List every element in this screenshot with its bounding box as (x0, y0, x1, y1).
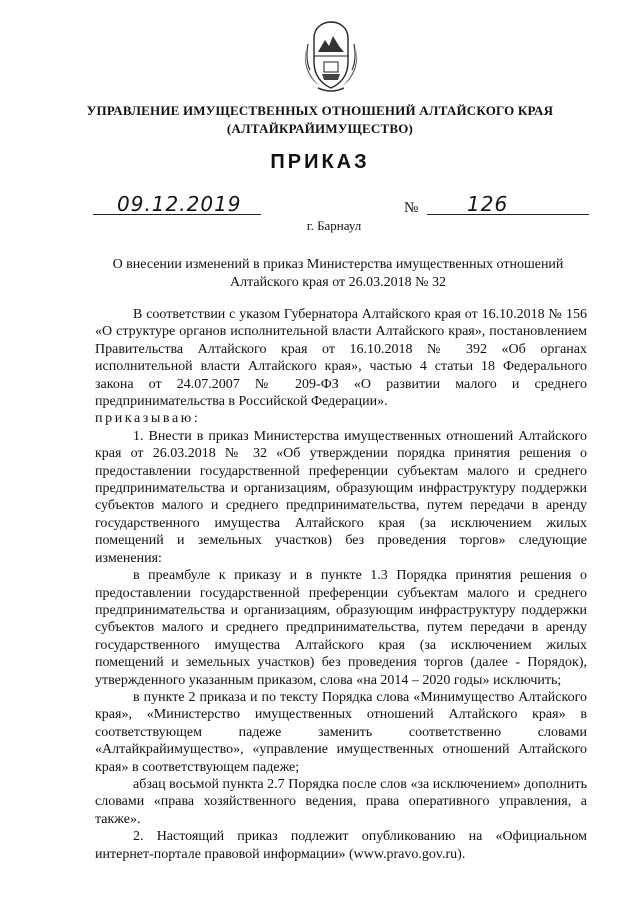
paragraph-5: 2. Настоящий приказ подлежит опубликованию на «Официальном интернет-портале правовой информации» (www.pravo.gov.ru). (95, 829, 587, 862)
coat-of-arms-icon (300, 18, 362, 96)
org-name: УПРАВЛЕНИЕ ИМУЩЕСТВЕННЫХ ОТНОШЕНИЙ АЛТАЙСКОГО КРАЯ (86, 103, 554, 118)
paragraph-2: в преамбуле к приказу и в пункте 1.3 Порядка принятия решения о предоставлении государственной преференции субъектам малого и среднего предпринимательства и организациям, образующим инфраструктуру поддержки субъектов малого и среднего предпринимательства, путем передачи в аренду государственного имущества Алтайского края (за исключением жилых помещений и земельных участков) без проведения торгов (далее - Порядок), утвержденного указанным приказом, слова «на 2014 – 2020 годы» исключить; (95, 568, 587, 688)
document-title: ПРИКАЗ (270, 151, 370, 173)
order-subject (88, 256, 588, 292)
subject-line-1: О внесении изменений в приказ Министерства имущественных отношений (112, 257, 564, 272)
paragraph-1: 1. Внести в приказ Министерства имущественных отношений Алтайского края от 26.03.2018 № 32 «Об утверждении порядка принятия решения о предоставлении государственной преференции субъектам малого и среднего предпринимательства и организациям, образующим инфраструктуру поддержки субъектов малого и среднего предпринимательства, путем передачи в аренду государственного имущества Алтайского края (за исключением жилых помещений и земельных участков) без проведения торгов» следующие изменения: (95, 428, 587, 566)
order-body (95, 306, 587, 863)
decree-line (95, 410, 587, 427)
intro-text: В соответствии с указом Губернатора Алтайского края от 16.10.2018 № 156 «О структуре органов исполнительной власти Алтайского края», постановлением Правительства Алтайского края от 16.10.2018 № 392 «Об органах исполнительной власти Алтайского края», частью 4 статьи 18 Федерального закона от 24.07.2007 № 209-ФЗ «О развитии малого и среднего предпринимательства в Российской Федерации» (95, 307, 587, 410)
intro-paragraph (95, 306, 587, 410)
number-label: № (404, 200, 419, 216)
decree-colon: : (193, 411, 198, 427)
paragraph-4: абзац восьмой пункта 2.7 Порядка после слов «за исключением» дополнить словами «права хозяйственного ведения, права оперативного управления, а также». (95, 776, 587, 827)
paragraph-3: в пункте 2 приказа и по тексту Порядка слова «Минимущество Алтайского края», «Министерство имущественных отношений Алтайского края» в соответствующем падеже заменить соответственно словами «Алтайкрайимущество», «управление имущественных отношений Алтайского края» в соответствующем падеже; (95, 689, 587, 775)
order-number-field (427, 192, 589, 215)
city: г. Барнаул (306, 218, 362, 233)
order-date: 09.12.2019 (117, 192, 242, 216)
org-short-name: (АЛТАЙКРАЙИМУЩЕСТВО) (226, 121, 414, 136)
subject-line-2: Алтайского края от 26.03.2018 № 32 (229, 275, 447, 290)
order-date-field (93, 192, 261, 215)
order-number: 126 (467, 192, 509, 216)
intro-end: . (384, 394, 388, 410)
decree-word: приказываю (95, 411, 194, 427)
